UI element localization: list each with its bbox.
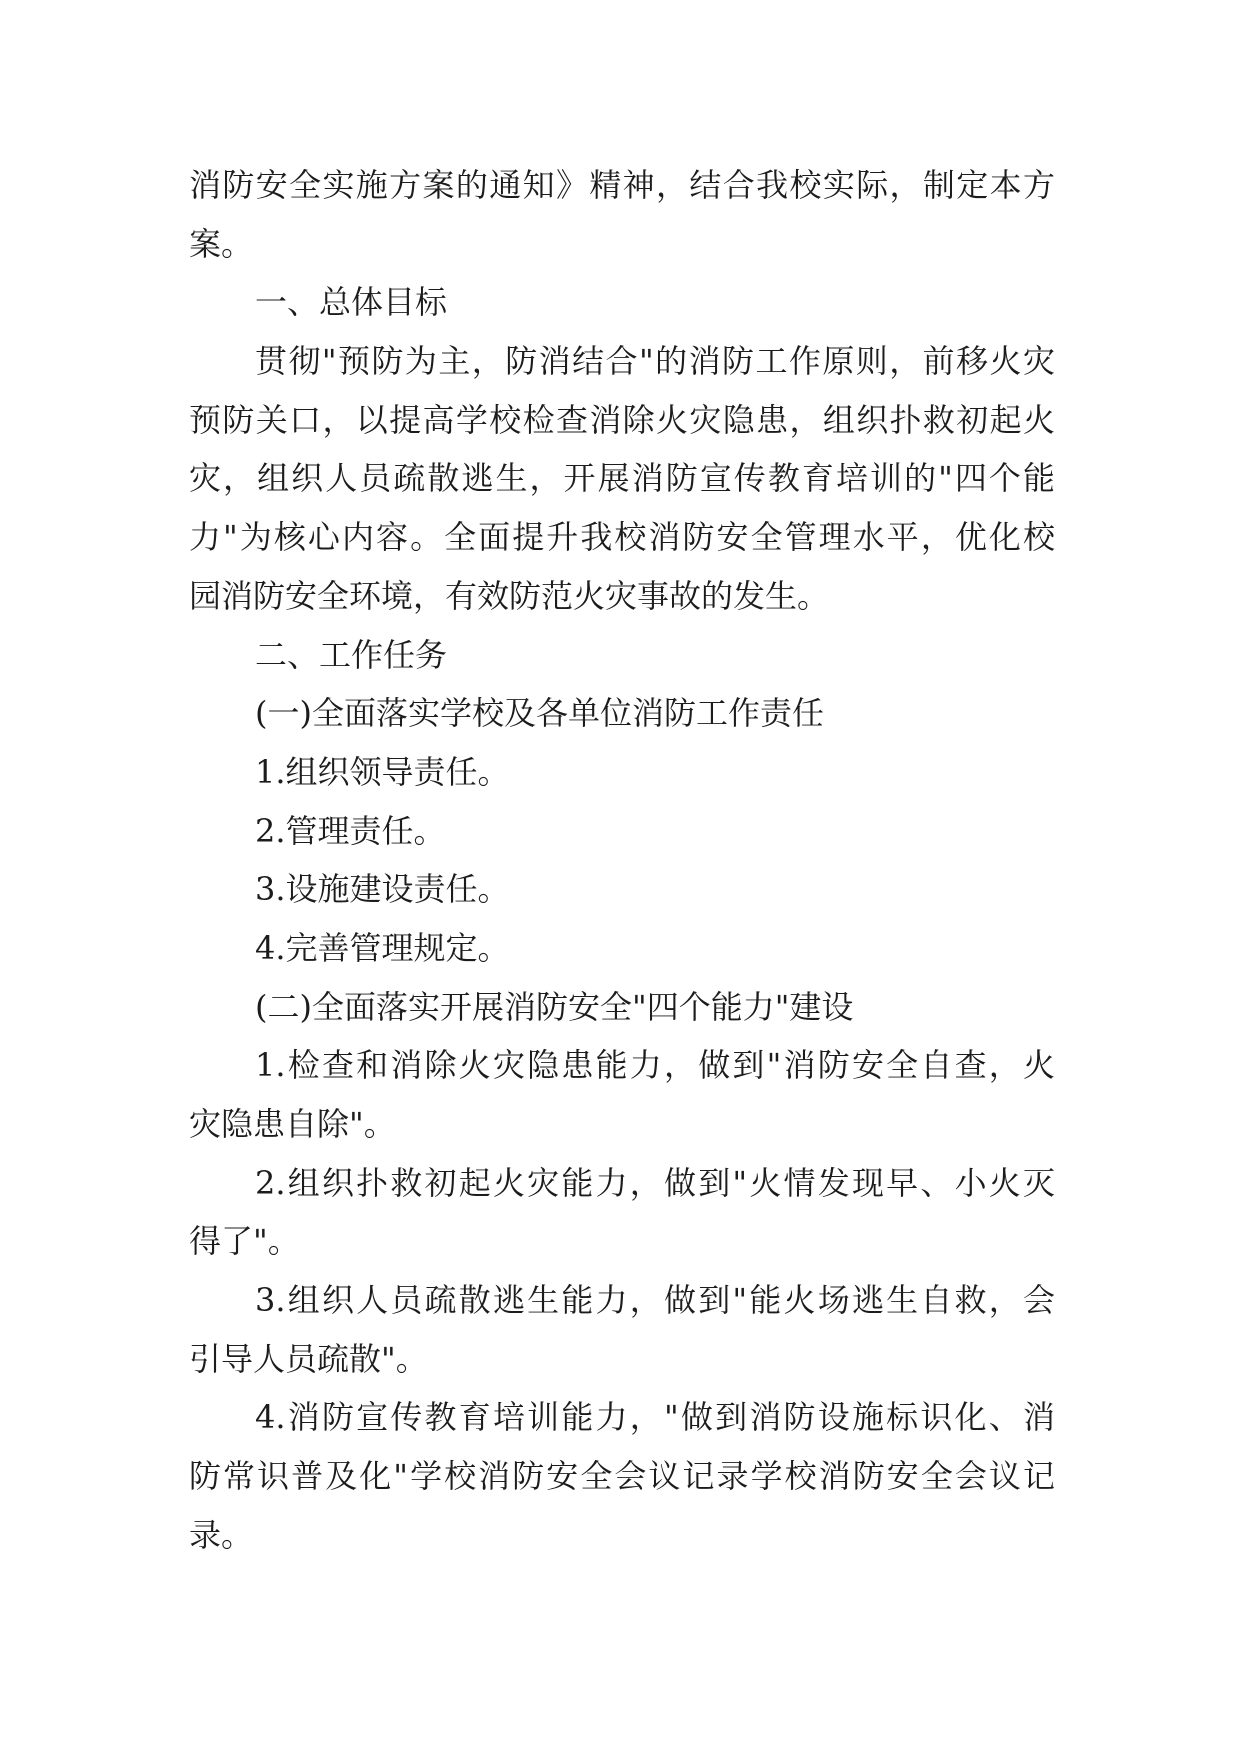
- list-item-text: 2.管理责任。: [255, 811, 446, 850]
- list-item: [189, 1388, 1055, 1564]
- text-line: 园消防安全环境，有效防范火灾事故的发生。: [189, 576, 830, 615]
- text-line: 案。: [189, 224, 254, 263]
- list-item: [189, 1154, 1055, 1271]
- list-item: [189, 743, 1055, 802]
- text-line: 3.组织人员疏散逃生能力，做到"能火场逃生自救，会: [255, 1281, 1055, 1320]
- text-line: 贯彻"预防为主，防消结合"的消防工作原则，前移火灾: [255, 342, 1055, 381]
- list-item-text: 1.组织领导责任。: [255, 752, 510, 791]
- list-item: [189, 1271, 1055, 1388]
- document-body: [189, 156, 1055, 1565]
- text-line: 得了"。: [189, 1222, 300, 1261]
- section-heading-overall-goal: [189, 273, 1055, 332]
- section-heading-work-tasks: [189, 626, 1055, 685]
- list-item: [189, 919, 1055, 978]
- text-line: 预防关口，以提高学校检查消除火灾隐患，组织扑救初起火: [189, 400, 1055, 439]
- text-line: 4.消防宣传教育培训能力，"做到消防设施标识化、消: [255, 1398, 1055, 1437]
- text-line: 2.组织扑救初起火灾能力，做到"火情发现早、小火灭: [255, 1163, 1055, 1202]
- text-line: 灾隐患自除"。: [189, 1105, 396, 1143]
- text-line: 1.检查和消除火灾隐患能力，做到"消防安全自查，火: [255, 1046, 1055, 1085]
- subheading-responsibility: [189, 684, 1055, 743]
- text-line: 引导人员疏散"。: [189, 1339, 428, 1378]
- text-line: 消防安全实施方案的通知》精神，结合我校实际，制定本方: [189, 166, 1055, 204]
- list-item: [189, 860, 1055, 919]
- text-line: 灾，组织人员疏散逃生，开展消防宣传教育培训的"四个能: [189, 459, 1055, 498]
- list-item-text: 3.设施建设责任。: [255, 870, 510, 909]
- text-line: 防常识普及化"学校消防安全会议记录学校消防安全会议记: [189, 1457, 1055, 1496]
- text-line: 录。: [189, 1515, 254, 1554]
- heading-text: 一、总体目标: [255, 283, 448, 322]
- text-line: 力"为核心内容。全面提升我校消防安全管理水平，优化校: [189, 518, 1055, 557]
- paragraph-continuation: [189, 156, 1055, 273]
- list-item-text: 4.完善管理规定。: [255, 928, 510, 967]
- heading-text: 二、工作任务: [255, 635, 448, 674]
- paragraph-goal-body: [189, 332, 1055, 625]
- list-item: [189, 802, 1055, 861]
- subheading-four-abilities: [189, 978, 1055, 1037]
- subheading-text: (一)全面落实学校及各单位消防工作责任: [255, 694, 824, 733]
- list-item: [189, 1036, 1055, 1153]
- subheading-text: (二)全面落实开展消防安全"四个能力"建设: [255, 987, 854, 1026]
